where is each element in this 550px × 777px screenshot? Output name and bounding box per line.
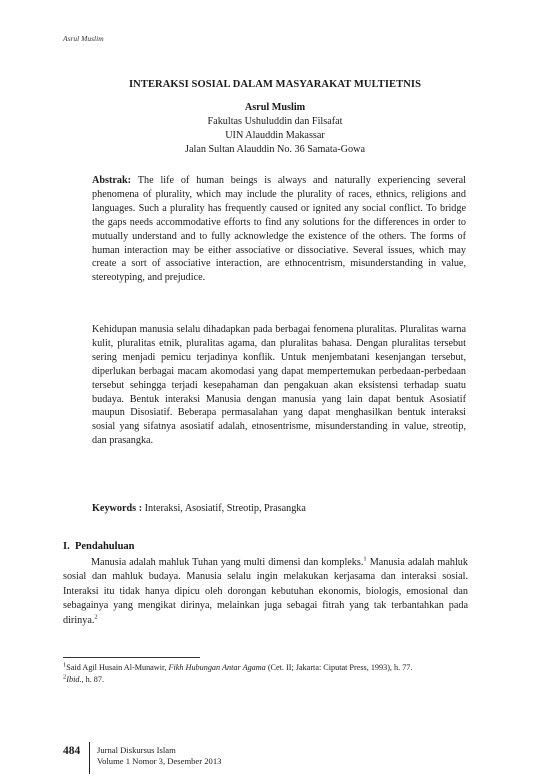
section-number: I. <box>63 541 70 552</box>
body-text-part: Manusia adalah mahluk sosial dan mahluk budaya. Manusia selalu ingin melakukan kerjasama dan interaksi sosial. Interaksi itu tidak hanya dipicu oleh dorongan kebutuhan ekonomis, biologis, emosional dan sebagainya yang mengikat dirinya, melainkan juga sebagai fitrah yang tak terbantahkan pada dirinya. <box>63 557 468 626</box>
affiliation-line: UIN Alauddin Makassar <box>225 130 325 141</box>
section-heading <box>63 541 135 552</box>
abstract-text: The life of human beings is always and naturally experiencing several phenomena of plurality, which may include the plurality of races, ethnics, religions and languages. Such a plurality has frequently caused or ignited any social conflict. To bridge the gaps needs accommodative efforts to find any solutions for the differences in order to mutually understand and to fully acknowledge the existence of the others. The forms of human interaction may be either associative or dissociative. Several issues, which may create a sort of associative interaction, are ethnocentrism, misunderstanding in value, stereotyping, and prejudice. <box>92 175 466 284</box>
footnote <box>63 674 468 686</box>
abstract-en <box>92 174 466 285</box>
journal-name: Jurnal Diskursus Islam <box>97 745 176 755</box>
keywords <box>92 502 466 516</box>
section-title: Pendahuluan <box>74 541 135 552</box>
footnote-divider <box>63 657 200 658</box>
running-head: Asrul Muslim <box>63 34 104 43</box>
paper-title: INTERAKSI SOSIAL DALAM MASYARAKAT MULTIETNIS <box>128 79 422 90</box>
keywords-label: Keywords : <box>92 503 143 514</box>
footnote-mark: 2 <box>63 672 67 680</box>
page-number: 484 <box>63 745 81 757</box>
abstract-id: Kehidupan manusia selalu dihadapkan pada berbagai fenomena pluralitas. Pluralitas warna kulit, pluralitas etnik, pluralitas agama, dan pluralitas bahasa. Dengan pluralitas tersebut sering menjadi pemicu terjadinya konflik. Untuk menjembatani kesenjangan tersebut, diperlukan berbagai macam akomodasi yang dapat mempertemukan perbedaan-perbedaan tersebut sehingga terjadi kesepahaman dan pengakuan akan eksistensi terhadap suatu budaya. Bentuk interaksi Manusia dengan manusia yang lain dapat bentuk Asosiatif maupun Disosiatif. Beberapa permasalahan yang dapat menghasilkan bentuk interaksi sosial yang sifatnya asosiatif adalah, etnosentrisme, misunderstanding in value, streotip, dan prasangka. <box>92 324 466 447</box>
intro-paragraph <box>63 556 468 628</box>
journal-volume: Volume 1 Nomor 3, Desember 2013 <box>97 756 222 766</box>
footnote <box>63 662 468 674</box>
affiliation-line: Jalan Sultan Alauddin No. 36 Samata-Gowa <box>185 144 365 155</box>
footnote-rest: (Cet. II; Jakarta: Ciputat Press, 1993), h. 77. <box>265 663 413 672</box>
author-block <box>0 101 550 157</box>
affiliation-line: Fakultas Ushuluddin dan Filsafat <box>207 116 343 127</box>
footnote-ref[interactable]: 1 <box>363 555 367 563</box>
journal-info <box>97 745 221 767</box>
keywords-text: Interaksi, Asosiatif, Streotip, Prasangka <box>144 503 306 514</box>
footnote-author: Said Agil Husain Al-Munawir, <box>66 663 169 672</box>
footer-divider <box>89 742 90 774</box>
body-text-part: Manusia adalah mahluk Tuhan yang multi dimensi dan kompleks. <box>91 557 364 568</box>
footnote-work: Ibid. <box>66 674 82 684</box>
author-name: Asrul Muslim <box>244 102 306 113</box>
abstract-label: Abstrak: <box>92 175 132 186</box>
footnote-work: Fikh Hubungan Antar Agama <box>168 663 266 672</box>
footnotes <box>63 662 468 685</box>
footnote-rest: , h. 87. <box>81 674 105 684</box>
footnote-mark: 1 <box>63 661 67 669</box>
footnote-ref[interactable]: 2 <box>94 613 98 621</box>
